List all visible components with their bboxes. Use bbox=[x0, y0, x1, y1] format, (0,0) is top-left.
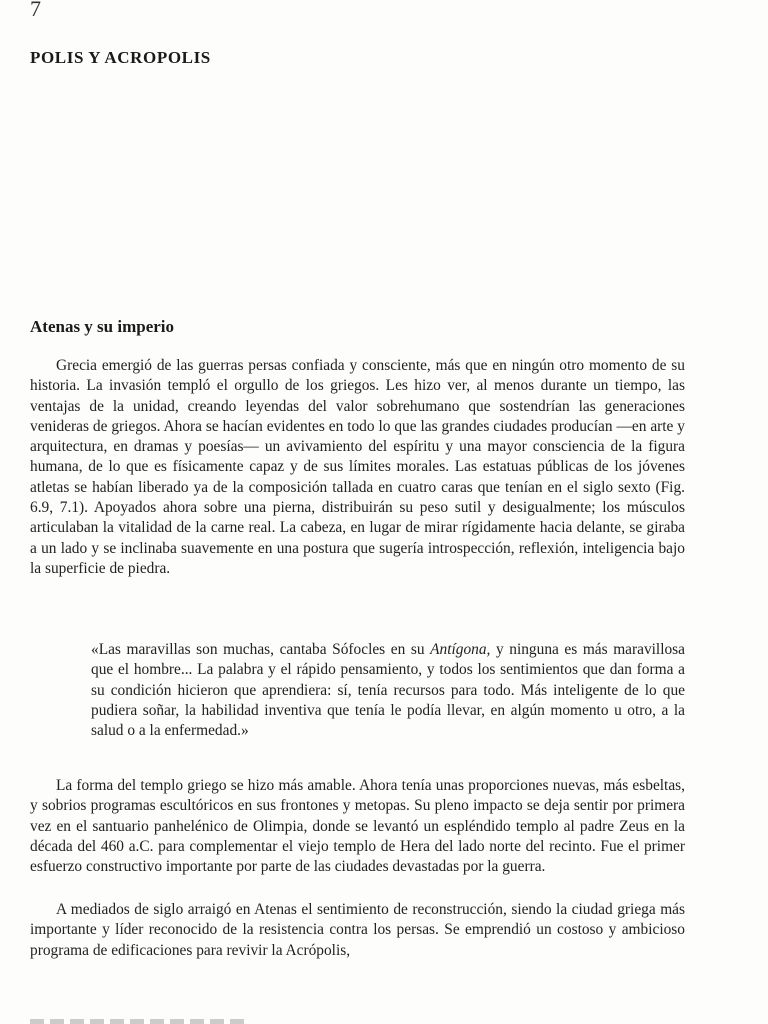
body-paragraph-3: A mediados de siglo arraigó en Atenas el sentimiento de reconstrucción, siendo la ciudad griega más importante y líder reconocido de la resistencia contra los persas. Se emprendió un costoso y ambicioso programa de edificaciones para revivir la Acrópolis, bbox=[30, 901, 685, 959]
body-paragraph-1: Grecia emergió de las guerras persas confiada y consciente, más que en ningún otro momento de su historia. La invasión templó el orgullo de los griegos. Les hizo ver, al menos durante un tiempo, las ventajas de la unidad, creando leyendas del valor sobrehumano que sostendrían las generaciones venideras de griegos. Ahora se hacían evidentes en todo lo que las grandes ciudades producían —en arte y arquitectura, en dramas y poesías— un avivamiento del espíritu y una mayor consciencia de la figura humana, de lo que es físicamente capaz y de sus límites morales. Las estatuas públicas de los jóvenes atletas se habían liberado ya de la composición tallada en cuatro caras que tenían en el siglo sexto (Fig. 6.9, 7.1). Apoyados ahora sobre una pierna, distribuirán su peso sutil y desigualmente; los músculos articulaban la vitalidad de la carne real. La cabeza, en lugar de mirar rígidamente hacia delante, se giraba a un lado y se inclinaba suavemente en una postura que sugería introspección, reflexión, inteligencia bajo la superficie de piedra. bbox=[30, 357, 685, 577]
block-quote bbox=[91, 640, 685, 741]
section-heading: Atenas y su imperio bbox=[30, 317, 175, 336]
chapter-title: POLIS Y ACROPOLIS bbox=[30, 48, 211, 67]
quote-text-start: «Las maravillas son muchas, cantaba Sófocles en su bbox=[91, 641, 431, 658]
footer-scan-artifact bbox=[30, 1019, 250, 1024]
quote-title-italic: Antígona, bbox=[430, 641, 491, 658]
chapter-number: 7 bbox=[30, 0, 41, 21]
quote-text-end: y ninguna es más maravillosa que el hombre... La palabra y el rápido pensamiento, y todos los sentimientos que dan forma a su condición hicieron que aprendiera: sí, tenía recursos para todo. Más inteligente de lo que pudiera soñar, la habilidad inventiva que tenía le podía llevar, en algún momento u otro, a la salud o a la enfermedad.» bbox=[91, 641, 685, 740]
body-paragraph-2: La forma del templo griego se hizo más amable. Ahora tenía unas proporciones nuevas, más esbeltas, y sobrios programas escultóricos en sus frontones y metopas. Su pleno impacto se deja sentir por primera vez en el santuario panhelénico de Olimpia, donde se levantó un espléndido templo al padre Zeus en la década del 460 a.C. para complementar el viejo templo de Hera del lado norte del recinto. Fue el primer esfuerzo constructivo importante por parte de las ciudades devastadas por la guerra. bbox=[30, 777, 685, 876]
